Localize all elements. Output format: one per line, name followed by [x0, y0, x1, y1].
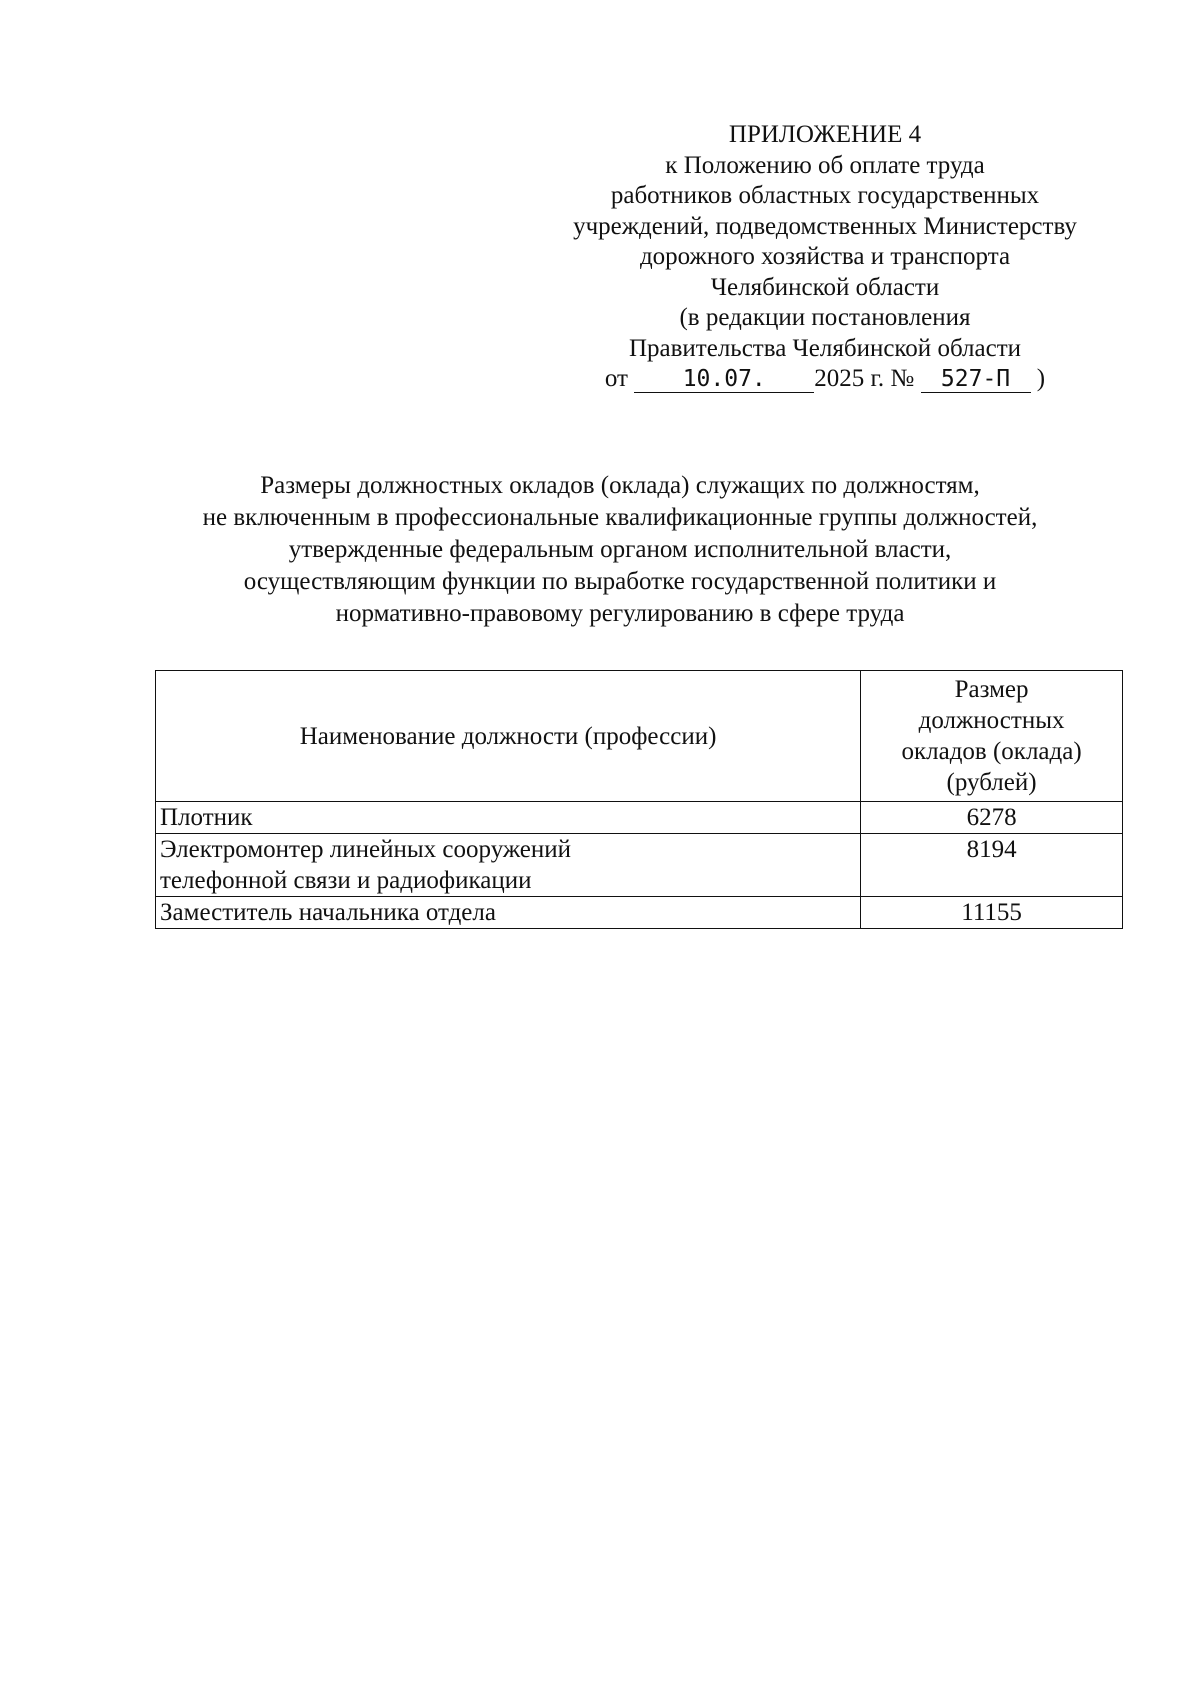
appendix-line: Правительства Челябинской области	[628, 334, 1022, 362]
appendix-heading: ПРИЛОЖЕНИЕ 4	[728, 121, 922, 148]
position-name-cell	[156, 897, 861, 929]
table-row	[156, 834, 1123, 897]
title-line: Размеры должностных окладов (оклада) служащих по должностям,	[260, 472, 980, 499]
salary-value-cell: 8194	[861, 834, 1123, 897]
header-salary-line: окладов (оклада)	[901, 738, 1082, 765]
appendix-line: к Положению об оплате труда	[665, 151, 985, 179]
resolution-number-field: 527-П	[921, 366, 1031, 393]
resolution-date-field: 10.07.	[634, 366, 814, 393]
appendix-line: учреждений, подведомственных Министерству	[573, 212, 1077, 240]
appendix-line: работников областных государственных	[610, 182, 1040, 209]
header-position-name: Наименование должности (профессии)	[156, 671, 861, 802]
table-row	[156, 802, 1123, 834]
position-name-line: Заместитель начальника отдела	[160, 899, 496, 926]
salary-value-cell: 6278	[861, 802, 1123, 834]
table-row	[156, 897, 1123, 929]
salary-value-cell: 11155	[861, 897, 1123, 929]
title-line: нормативно-правовому регулированию в сфере труда	[335, 600, 905, 627]
document-title	[120, 470, 1120, 630]
appendix-header-block	[535, 120, 1115, 395]
title-line: утвержденные федеральным органом исполнительной власти,	[288, 536, 952, 563]
header-salary-line: (рублей)	[946, 769, 1037, 796]
position-name-cell	[156, 802, 861, 834]
closing-paren: )	[1036, 365, 1046, 392]
appendix-line: (в редакции постановления	[679, 304, 971, 331]
title-line: осуществляющим функции по выработке государственной политики и	[243, 568, 997, 595]
table-header-row	[156, 671, 1123, 802]
position-name-cell	[156, 834, 861, 897]
title-line: не включенным в профессиональные квалификационные группы должностей,	[202, 504, 1038, 531]
position-name-line: Электромонтер линейных сооружений	[160, 836, 572, 863]
position-name-line: Плотник	[160, 804, 253, 831]
header-salary-size	[861, 671, 1123, 802]
year-number-label: 2025 г. №	[814, 365, 915, 392]
date-prefix: от	[604, 365, 628, 392]
header-salary-line: должностных	[918, 707, 1065, 734]
salary-table	[155, 670, 1123, 929]
appendix-line: Челябинской области	[710, 273, 940, 301]
resolution-date-line	[535, 364, 1115, 395]
appendix-line: дорожного хозяйства и транспорта	[639, 243, 1011, 270]
position-name-line: телефонной связи и радиофикации	[160, 867, 532, 894]
header-salary-line: Размер	[954, 676, 1029, 703]
